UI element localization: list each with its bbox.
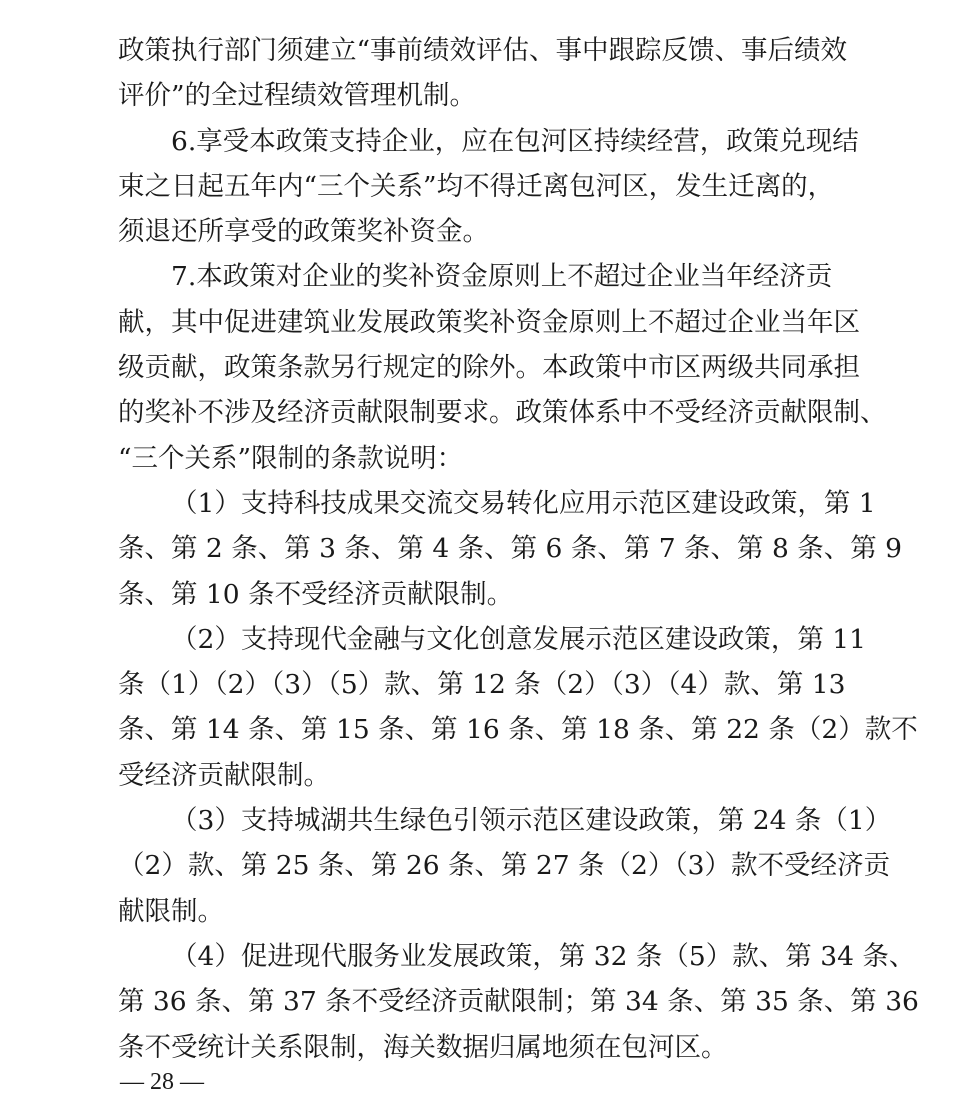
text-line: 束之日起五年内“三个关系”均不得迁离包河区，发生迁离的， [118,170,835,202]
text-line: 条、第 10 条不受经济贡献限制。 [118,578,514,610]
text-line: （2）支持现代金融与文化创意发展示范区建设政策，第 11 [171,623,867,655]
page-number: — 28 — [120,1069,204,1095]
text-line: 的奖补不涉及经济贡献限制要求。政策体系中不受经济贡献限制、 [118,397,887,429]
paragraph-subitem-2 [118,617,918,798]
text-line: 献，其中促进建筑业发展政策奖补资金原则上不超过企业当年区 [118,306,860,338]
paragraph-subitem-3 [118,798,892,934]
text-line: 级贡献，政策条款另行规定的除外。本政策中市区两级共同承担 [118,352,860,384]
text-line: 须退还所享受的政策奖补资金。 [118,216,489,248]
text-line: （1）支持科技成果交流交易转化应用示范区建设政策，第 1 [171,487,876,519]
text-line: 条不受统计关系限制，海关数据归属地须在包河区。 [118,1031,728,1063]
text-line: 献限制。 [118,895,224,927]
paragraph-subitem-4 [118,934,919,1070]
text-line: 6.享受本政策支持企业，应在包河区持续经营，政策兑现结 [171,125,859,157]
paragraph-continuation [118,28,848,119]
text-line: 政策执行部门须建立“事前绩效评估、事中跟踪反馈、事后绩效 [118,35,848,66]
text-line: （3）支持城湖共生绿色引领示范区建设政策，第 24 条（1） [171,805,892,837]
text-line: 评价”的全过程绩效管理机制。 [118,80,477,112]
text-line: “三个关系”限制的条款说明： [118,442,464,474]
paragraph-item-7 [118,254,887,480]
text-line: 受经济贡献限制。 [118,759,330,791]
text-line: 7.本政策对企业的奖补资金原则上不超过企业当年经济贡 [171,261,833,293]
document-body [118,28,919,1070]
paragraph-subitem-1 [118,481,903,617]
text-line: 条（1）（2）（3）（5）款、第 12 条（2）（3）（4）款、第 13 [118,669,846,701]
text-line: 第 36 条、第 37 条不受经济贡献限制；第 34 条、第 35 条、第 36 [118,986,919,1018]
text-line: 条、第 2 条、第 3 条、第 4 条、第 6 条、第 7 条、第 8 条、第 9 [118,533,903,565]
paragraph-item-6 [118,119,859,255]
text-line: （4）促进现代服务业发展政策，第 32 条（5）款、第 34 条、 [171,940,916,972]
text-line: 条、第 14 条、第 15 条、第 16 条、第 18 条、第 22 条（2）款不 [118,714,918,746]
text-line: （2）款、第 25 条、第 26 条、第 27 条（2）（3）款不受经济贡 [118,850,891,882]
